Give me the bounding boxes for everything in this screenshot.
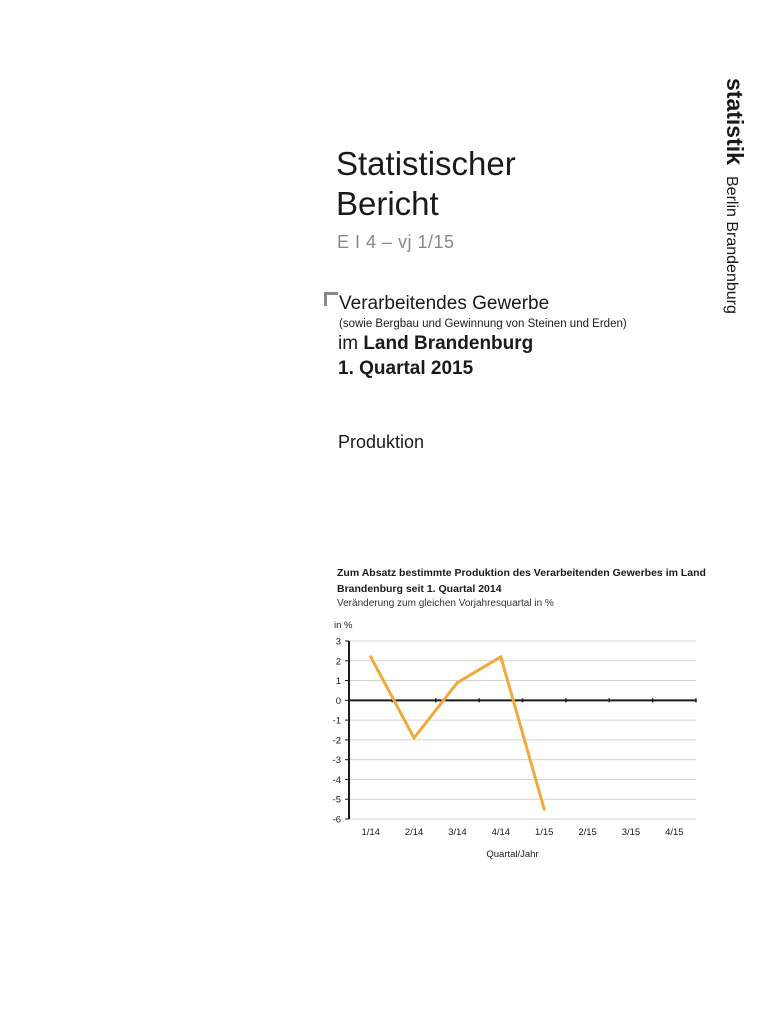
x-tick-label: 4/15 [665,827,684,838]
y-tick-label: 3 [335,636,341,648]
x-tick-label: 3/14 [448,827,467,838]
logo-brand: statistik [722,78,748,165]
region-prefix: im [338,333,364,354]
x-tick-label: 2/14 [404,827,424,838]
y-tick-label: -4 [332,774,341,786]
period-heading: 1. Quartal 2015 [338,358,474,379]
y-tick-label: -6 [332,814,341,826]
logo-region: Berlin Brandenburg [723,176,740,314]
data-point [456,681,459,684]
x-tick-label: 2/15 [578,827,597,838]
subject-heading: Verarbeitendes Gewerbe [339,293,550,314]
data-point [413,736,416,739]
region-name: Land Brandenburg [363,333,534,354]
title-line-1: Statistischer [336,145,516,182]
report-code: E I 4 – vj 1/15 [337,232,455,252]
subject-note: (sowie Bergbau und Gewinnung von Steinen und Erden) [339,318,627,330]
x-axis-label: Quartal/Jahr [486,849,539,860]
y-tick-label: 0 [335,695,341,707]
chart-title: Zum Absatz bestimmte Produktion des Verarbeitenden Gewerbes im Land Brandenburg seit 1. Quartal 2014 [337,567,706,595]
y-tick-label: -2 [332,735,341,747]
y-tick-label: -1 [332,715,341,727]
chart-subtitle: Veränderung zum gleichen Vorjahresquartal in % [337,598,554,609]
series-line [371,657,545,809]
topic-heading: Produktion [338,432,425,452]
data-point [369,655,372,658]
x-tick-label: 4/14 [491,827,511,838]
x-tick-label: 1/15 [534,827,554,838]
x-tick-label: 1/14 [361,827,380,838]
y-axis-label: in % [334,620,353,631]
y-tick-label: 2 [335,656,341,668]
x-tick-label: 3/15 [621,827,641,838]
y-tick-label: -5 [332,794,341,806]
y-tick-label: -3 [332,755,341,767]
data-point [499,655,502,658]
y-tick-label: 1 [335,676,341,688]
data-point [543,808,546,811]
title-line-2: Bericht [336,185,439,222]
